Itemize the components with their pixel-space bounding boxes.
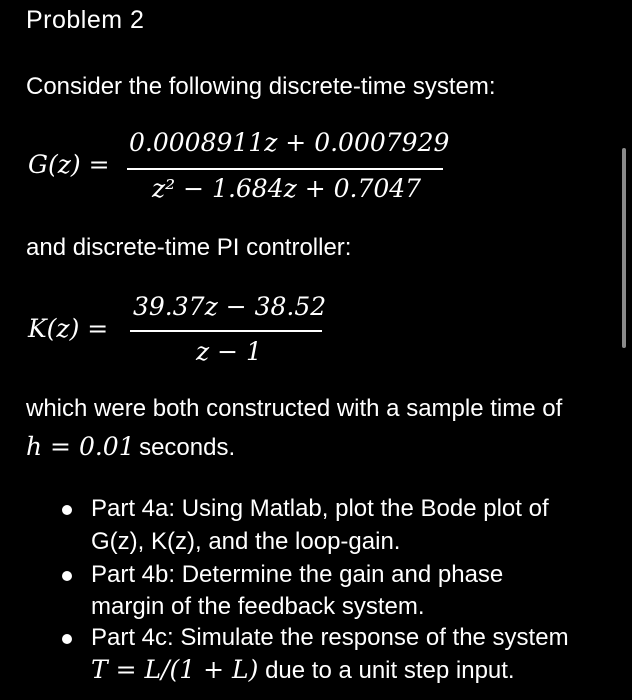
bullet-icon [62,505,72,515]
part-4c-line2 [91,654,515,687]
k-denominator: z − 1 [196,337,262,366]
bullet-icon [62,634,72,644]
bullet-icon [62,571,72,581]
part-4a-line1: Part 4a: Using Matlab, plot the Bode plot of [91,495,549,522]
k-lhs: K(z) = [28,314,109,343]
g-denominator: z² − 1.684z + 0.7047 [152,174,422,203]
sample-time-value [26,432,235,462]
k-numerator: 39.37z − 38.52 [133,292,327,321]
controller-intro-text: and discrete-time PI controller: [26,234,352,261]
problem-title: Problem 2 [26,6,145,34]
part-4a-line2: G(z), K(z), and the loop-gain. [91,528,401,555]
g-fraction-bar [127,168,443,170]
scrollbar[interactable] [622,148,626,348]
part-4c-line1: Part 4c: Simulate the response of the system [91,624,569,651]
part-4b-line2: margin of the feedback system. [91,593,425,620]
sample-time-text: which were both constructed with a sample time of [26,395,563,422]
seconds-label: seconds. [139,434,236,461]
loop-transfer-expression: T = L/(1 + L) [91,655,259,684]
k-fraction-bar [130,330,322,332]
g-numerator: 0.0008911z + 0.0007929 [129,128,450,157]
part-4b-line1: Part 4b: Determine the gain and phase [91,561,504,588]
part-4c-line2-text: due to a unit step input. [265,657,515,684]
h-expression: h = 0.01 [26,432,135,461]
g-lhs: G(z) = [28,150,110,179]
intro-text: Consider the following discrete-time system: [26,73,496,100]
